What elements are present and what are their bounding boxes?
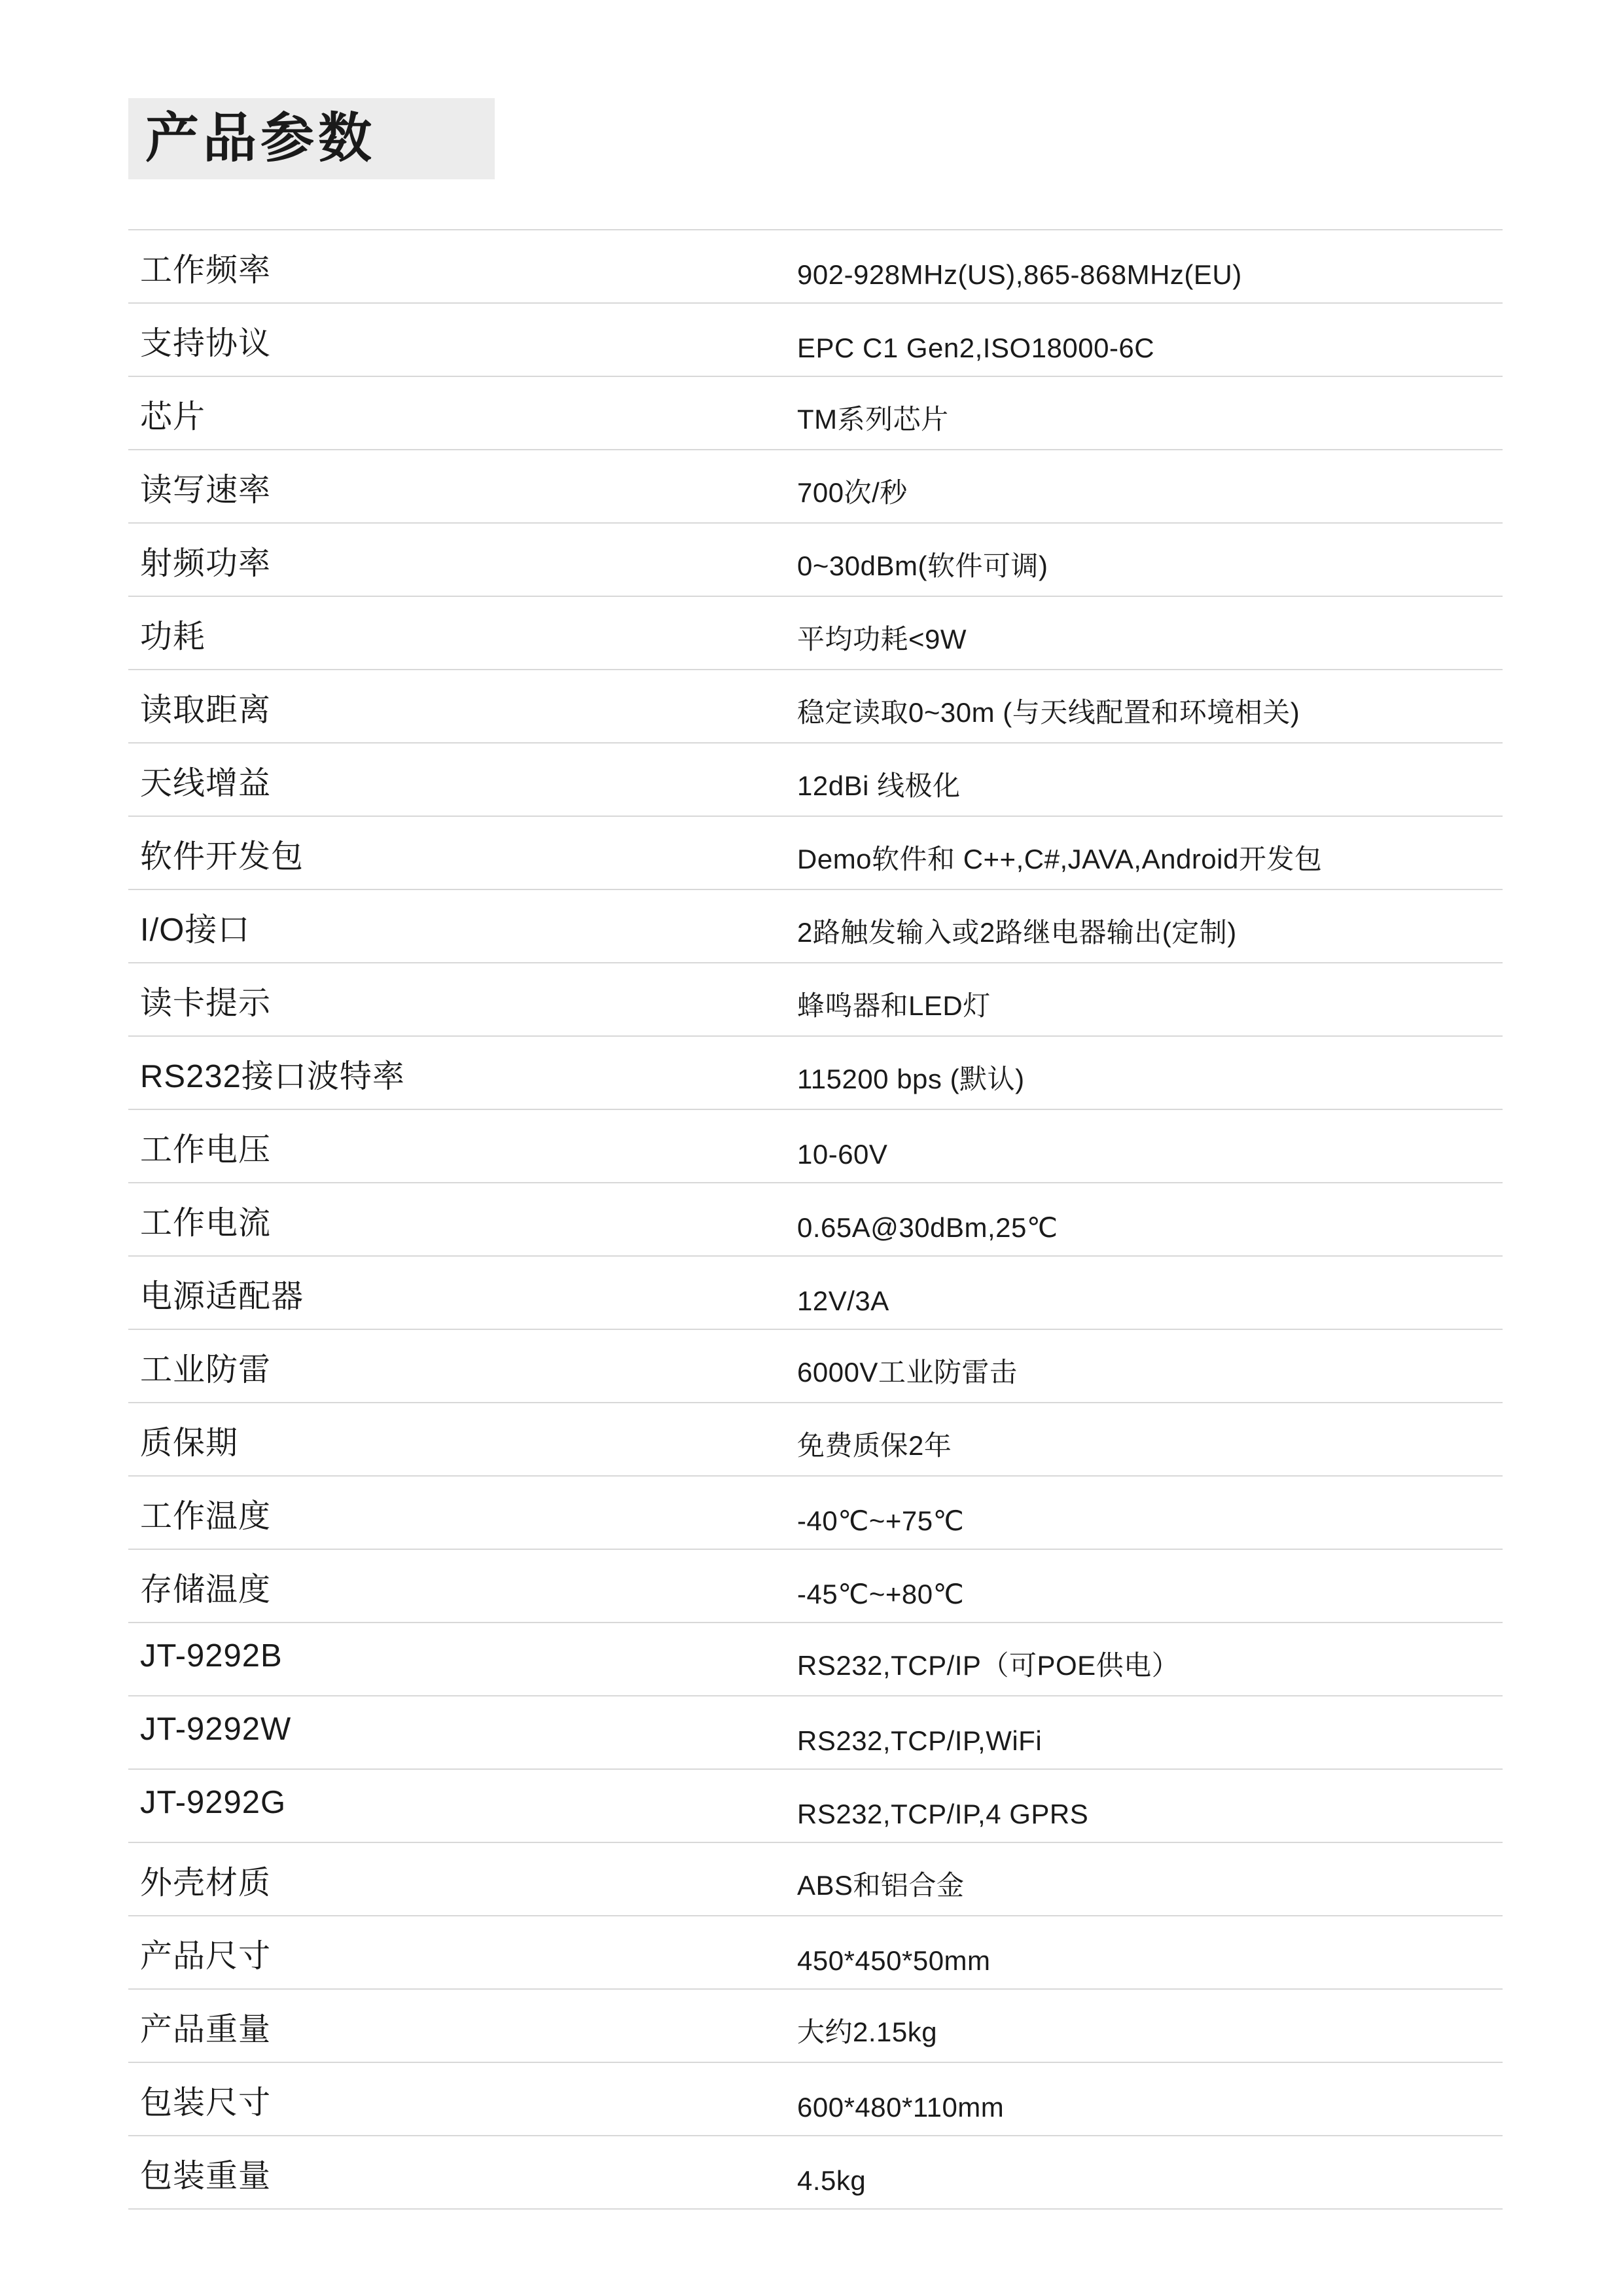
table-row bbox=[128, 450, 1503, 523]
table-row bbox=[128, 1109, 1503, 1183]
spec-label: JT-9292W bbox=[128, 1696, 794, 1769]
table-row bbox=[128, 1989, 1503, 2062]
spec-label: 射频功率 bbox=[128, 523, 794, 596]
spec-label: 功耗 bbox=[128, 596, 794, 670]
spec-value: 2路触发输入或2路继电器输出(定制) bbox=[794, 889, 1503, 963]
table-row bbox=[128, 1549, 1503, 1623]
spec-label: 包装尺寸 bbox=[128, 2062, 794, 2136]
spec-label: 产品重量 bbox=[128, 1989, 794, 2062]
spec-label: 读写速率 bbox=[128, 450, 794, 523]
spec-label: 软件开发包 bbox=[128, 816, 794, 889]
table-row bbox=[128, 303, 1503, 376]
spec-value: 4.5kg bbox=[794, 2136, 1503, 2209]
spec-value: 0~30dBm(软件可调) bbox=[794, 523, 1503, 596]
spec-label: 电源适配器 bbox=[128, 1256, 794, 1329]
table-row bbox=[128, 2136, 1503, 2209]
spec-value: RS232,TCP/IP,4 GPRS bbox=[794, 1769, 1503, 1842]
spec-value: 12V/3A bbox=[794, 1256, 1503, 1329]
spec-label: 质保期 bbox=[128, 1403, 794, 1476]
table-row bbox=[128, 596, 1503, 670]
spec-label: 读卡提示 bbox=[128, 963, 794, 1036]
spec-value: 115200 bps (默认) bbox=[794, 1036, 1503, 1109]
spec-value: EPC C1 Gen2,ISO18000-6C bbox=[794, 303, 1503, 376]
spec-value: Demo软件和 C++,C#,JAVA,Android开发包 bbox=[794, 816, 1503, 889]
spec-label: 芯片 bbox=[128, 376, 794, 450]
table-row bbox=[128, 670, 1503, 743]
table-row bbox=[128, 1403, 1503, 1476]
table-row bbox=[128, 743, 1503, 816]
spec-value: 10-60V bbox=[794, 1109, 1503, 1183]
spec-label: 工作电压 bbox=[128, 1109, 794, 1183]
page-title: 产品参数 bbox=[145, 109, 376, 168]
spec-value: TM系列芯片 bbox=[794, 376, 1503, 450]
spec-value: 700次/秒 bbox=[794, 450, 1503, 523]
specifications-table-body bbox=[128, 230, 1503, 2209]
spec-value: 免费质保2年 bbox=[794, 1403, 1503, 1476]
spec-value: 大约2.15kg bbox=[794, 1989, 1503, 2062]
spec-value: 600*480*110mm bbox=[794, 2062, 1503, 2136]
spec-value: RS232,TCP/IP,WiFi bbox=[794, 1696, 1503, 1769]
page-title-banner bbox=[128, 98, 495, 179]
table-row bbox=[128, 1916, 1503, 1989]
spec-value: 902-928MHz(US),865-868MHz(EU) bbox=[794, 230, 1503, 303]
spec-label: RS232接口波特率 bbox=[128, 1036, 794, 1109]
spec-value: 12dBi 线极化 bbox=[794, 743, 1503, 816]
table-row bbox=[128, 1036, 1503, 1109]
table-row bbox=[128, 963, 1503, 1036]
spec-label: 天线增益 bbox=[128, 743, 794, 816]
spec-label: 工作温度 bbox=[128, 1476, 794, 1549]
spec-value: ABS和铝合金 bbox=[794, 1842, 1503, 1916]
spec-label: 支持协议 bbox=[128, 303, 794, 376]
spec-label: 产品尺寸 bbox=[128, 1916, 794, 1989]
spec-label: JT-9292G bbox=[128, 1769, 794, 1842]
spec-label: 读取距离 bbox=[128, 670, 794, 743]
spec-value: -45℃~+80℃ bbox=[794, 1549, 1503, 1623]
table-row bbox=[128, 889, 1503, 963]
table-row bbox=[128, 1696, 1503, 1769]
spec-label: 包装重量 bbox=[128, 2136, 794, 2209]
table-row bbox=[128, 376, 1503, 450]
spec-value: 稳定读取0~30m (与天线配置和环境相关) bbox=[794, 670, 1503, 743]
spec-value: 蜂鸣器和LED灯 bbox=[794, 963, 1503, 1036]
table-row bbox=[128, 1329, 1503, 1403]
spec-label: 外壳材质 bbox=[128, 1842, 794, 1916]
table-row bbox=[128, 1256, 1503, 1329]
spec-label: I/O接口 bbox=[128, 889, 794, 963]
spec-label: 工作电流 bbox=[128, 1183, 794, 1256]
spec-label: JT-9292B bbox=[128, 1623, 794, 1696]
spec-value: 450*450*50mm bbox=[794, 1916, 1503, 1989]
spec-label: 工作频率 bbox=[128, 230, 794, 303]
table-row bbox=[128, 1842, 1503, 1916]
spec-value: -40℃~+75℃ bbox=[794, 1476, 1503, 1549]
spec-label: 工业防雷 bbox=[128, 1329, 794, 1403]
spec-label: 存储温度 bbox=[128, 1549, 794, 1623]
table-row bbox=[128, 1623, 1503, 1696]
table-row bbox=[128, 1769, 1503, 1842]
spec-value: 0.65A@30dBm,25℃ bbox=[794, 1183, 1503, 1256]
spec-value: RS232,TCP/IP（可POE供电） bbox=[794, 1623, 1503, 1696]
spec-value: 6000V工业防雷击 bbox=[794, 1329, 1503, 1403]
table-row bbox=[128, 1476, 1503, 1549]
table-row bbox=[128, 2062, 1503, 2136]
table-row bbox=[128, 816, 1503, 889]
table-row bbox=[128, 230, 1503, 303]
spec-value: 平均功耗<9W bbox=[794, 596, 1503, 670]
table-row bbox=[128, 523, 1503, 596]
table-row bbox=[128, 1183, 1503, 1256]
specifications-table bbox=[128, 229, 1503, 2210]
